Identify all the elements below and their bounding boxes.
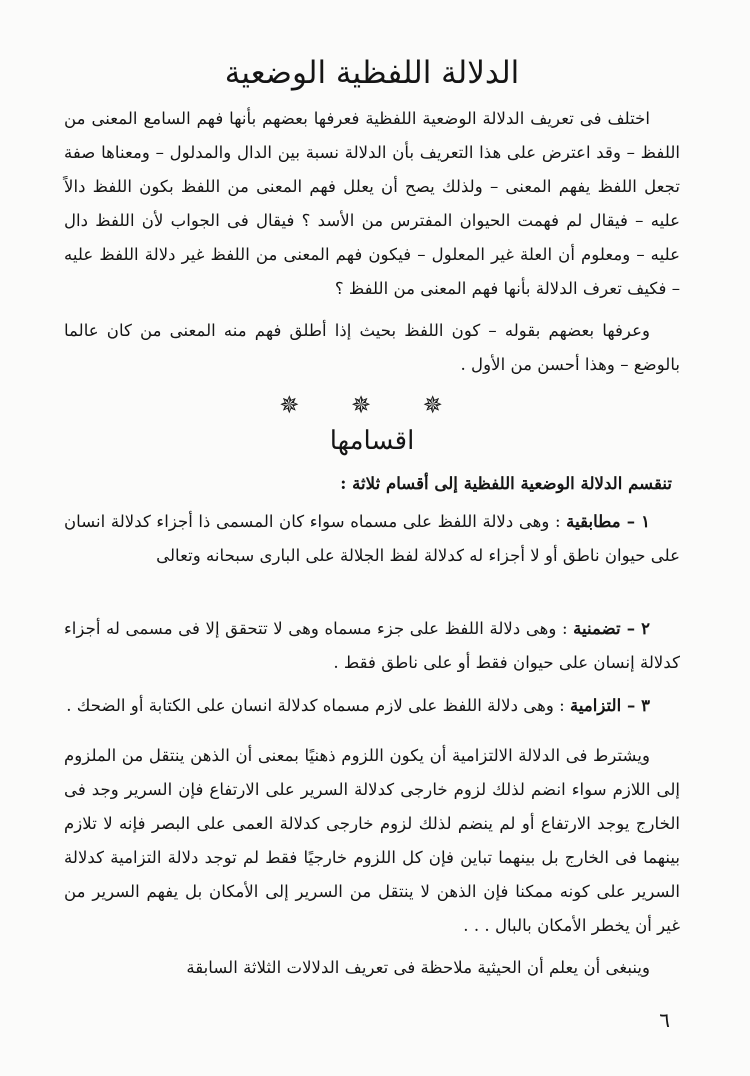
division-term-3: ٣ – التزامية (569, 695, 650, 715)
intro-paragraph-2: وعرفها بعضهم بقوله – كون اللفظ بحيث إذا أطلق فهم منه المعنى من كان عالما بالوضع – وهذا أحسن من الأول . (64, 321, 680, 374)
closing-paragraph-2: وينبغى أن يعلم أن الحيثية ملاحظة فى تعريف الدلالات الثلاثة السابقة (186, 958, 650, 977)
division-term-2: ٢ – تضمنية (573, 618, 650, 638)
page-title: الدلالة اللفظية الوضعية (224, 55, 520, 91)
division-text-3: : وهى دلالة اللفظ على لازم مسماه كدلالة انسان على الكتابة أو الضحك . (66, 696, 570, 715)
section-title: اقسامها (329, 426, 415, 456)
page-number: ٦ (659, 1008, 670, 1032)
division-term-1: ١ – مطابقية (566, 511, 650, 531)
division-text-2: : وهى دلالة اللفظ على جزء مسماه وهى لا تتحقق إلا فى مسمى له أجزاء كدلالة إنسان على حيوان فقط أو على ناطق فقط . (64, 619, 680, 672)
section-divider-stars: ✵ ✵ ✵ (279, 391, 465, 419)
divisions-lead: تنقسم الدلالة الوضعية اللفظية إلى أقسام ثلاثة : (340, 473, 672, 493)
closing-paragraph-1: ويشترط فى الدلالة الالتزامية أن يكون اللزوم ذهنيًا بمعنى أن الذهن ينتقل من الملزوم إلى اللازم سواء انضم لذلك لزوم خارجى كدلالة السرير على الارتفاع فإن السرير وجد فى الخارج يوجد الارتفاع أو لم ينضم لذلك لزوم خارجى كدلالة العمى على البصر فإنه لا تلازم بينهما فى الخارج بل بينهما تباين فإن كل اللزوم خارجيًا فقط لم توجد دلالة التزامية كدلالة السرير على كونه ممكنا فإن الذهن لا ينتقل من السرير إلى الأمكان بل يفهم السرير من غير أن يخطر الأمكان بالبال . . . (64, 746, 680, 935)
intro-paragraph-1: اختلف فى تعريف الدلالة الوضعية اللفظية فعرفها بعضهم بأنها فهم السامع المعنى من اللفظ – وقد اعترض على هذا التعريف بأن الدلالة نسبة بين الدال والمدلول – ومعناها صفة تجعل اللفظ يفهم المعنى – ولذلك يصح أن يعلل فهم المعنى من اللفظ بكون اللفظ دالاً عليه – فيقال لم فهمت الحيوان المفترس من الأسد ؟ فيقال فى الجواب لأن اللفظ دال عليه – ومعلوم أن العلة غير المعلول – فيكون فهم المعنى من اللفظ غير دلالة اللفظ عليه – فكيف تعرف الدلالة بأنها فهم المعنى من اللفظ ؟ (64, 109, 680, 298)
division-text-1: : وهى دلالة اللفظ على مسماه سواء كان المسمى ذا أجزاء كدلالة انسان على حيوان ناطق أو لا أجزاء له كدلالة لفظ الجلالة على البارى سبحانه وتعالى (64, 512, 680, 565)
division-item-1 (64, 504, 680, 573)
division-item-2 (64, 611, 680, 680)
division-item-3 (64, 688, 680, 723)
